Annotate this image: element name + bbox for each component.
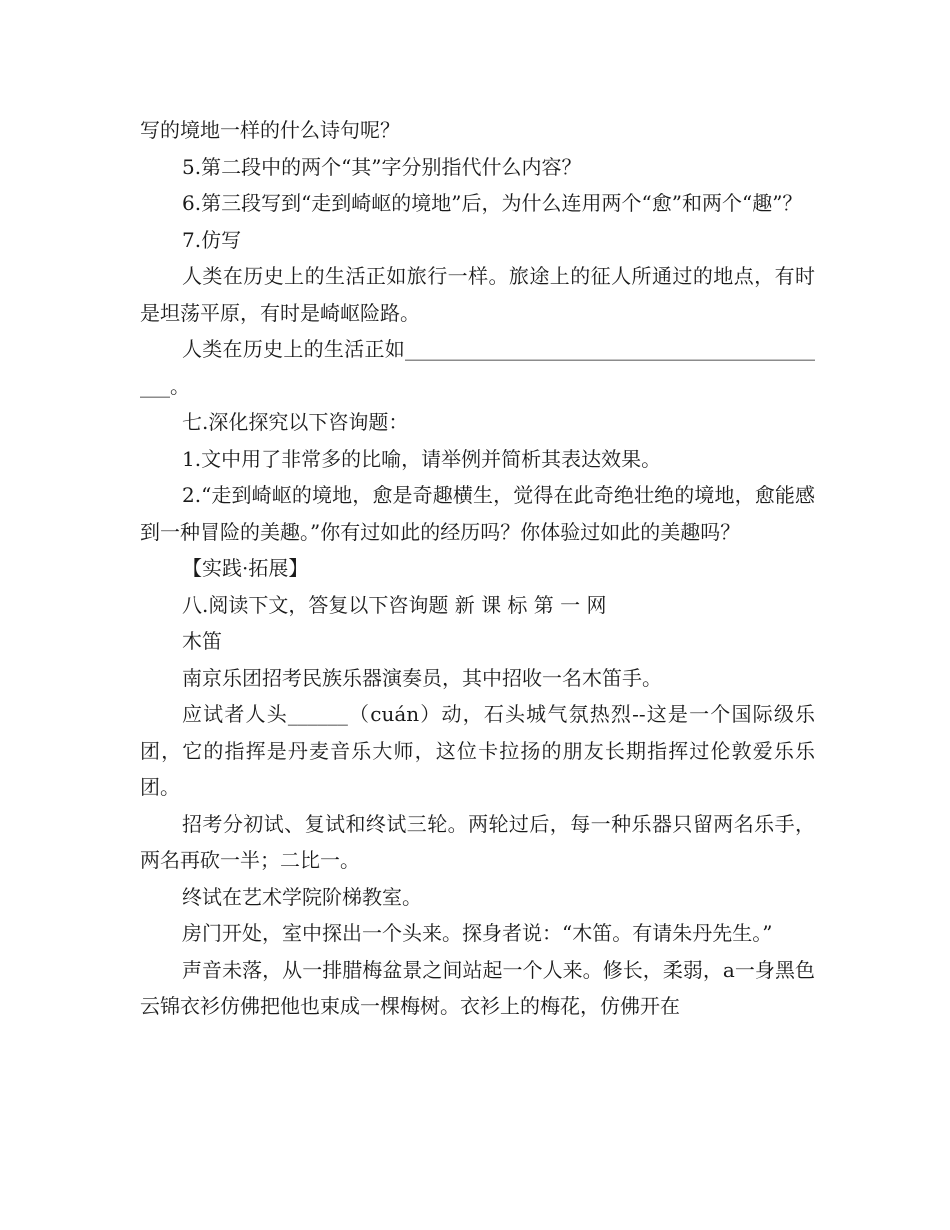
question-5: 5.第二段中的两个“其”字分别指代什么内容？ xyxy=(182,154,582,179)
question-6: 6.第三段写到“走到崎岖的境地”后，为什么连用两个“愈”和两个“趣”？ xyxy=(182,191,803,215)
story-paragraph: 声音未落，从一排腊梅盆景之间站起一个人来。修长，柔弱，a一身黑色云锦衣衫仿佛把他也束成一棵梅树。衣衫上的梅花，仿佛开在 xyxy=(140,957,815,1018)
story-paragraph: 南京乐团招考民族乐器演奏员，其中招收一名木笛手。 xyxy=(182,665,662,690)
section-7-question-2: 2.“走到崎岖的境地，愈是奇趣横生，觉得在此奇绝壮绝的境地，愈能感到一种冒险的美趣。”你有过如此的经历吗？你体验过如此的美趣吗？ xyxy=(140,483,815,544)
question-7-heading: 7.仿写 xyxy=(182,227,242,252)
story-paragraph: 应试者人头______（cuán）动，石头城气氛热烈--这是一个国际级乐团，它的指挥是丹麦音乐大师，这位卡拉扬的朋友长期指挥过伦敦爱乐乐团。 xyxy=(140,702,815,799)
section-8-heading: 八.阅读下文，答复以下咨询题 新 课 标 第 一 网 xyxy=(182,592,607,617)
imitation-blank: 人类在历史上的生活正如____________________________________________。 xyxy=(140,337,815,398)
practice-extension-heading: 【实践·拓展】 xyxy=(182,556,309,580)
story-paragraph: 房门开处，室中探出一个头来。探身者说：“木笛。有请朱丹先生。” xyxy=(182,921,773,945)
section-7-question-1: 1.文中用了非常多的比喻，请举例并简析其表达效果。 xyxy=(182,446,662,471)
story-paragraph: 招考分初试、复试和终试三轮。两轮过后，每一种乐器只留两名乐手，两名再砍一半；二比一。 xyxy=(140,811,815,872)
paragraph-continuation: 写的境地一样的什么诗句呢？ xyxy=(140,118,400,142)
story-paragraph: 终试在艺术学院阶梯教室。 xyxy=(182,884,422,909)
story-title: 木笛 xyxy=(182,629,222,653)
document-body xyxy=(140,112,815,1025)
imitation-example: 人类在历史上的生活正如旅行一样。旅途上的征人所通过的地点，有时是坦荡平原，有时是崎岖险路。 xyxy=(140,264,815,325)
section-7-heading: 七.深化探究以下咨询题： xyxy=(182,410,409,434)
